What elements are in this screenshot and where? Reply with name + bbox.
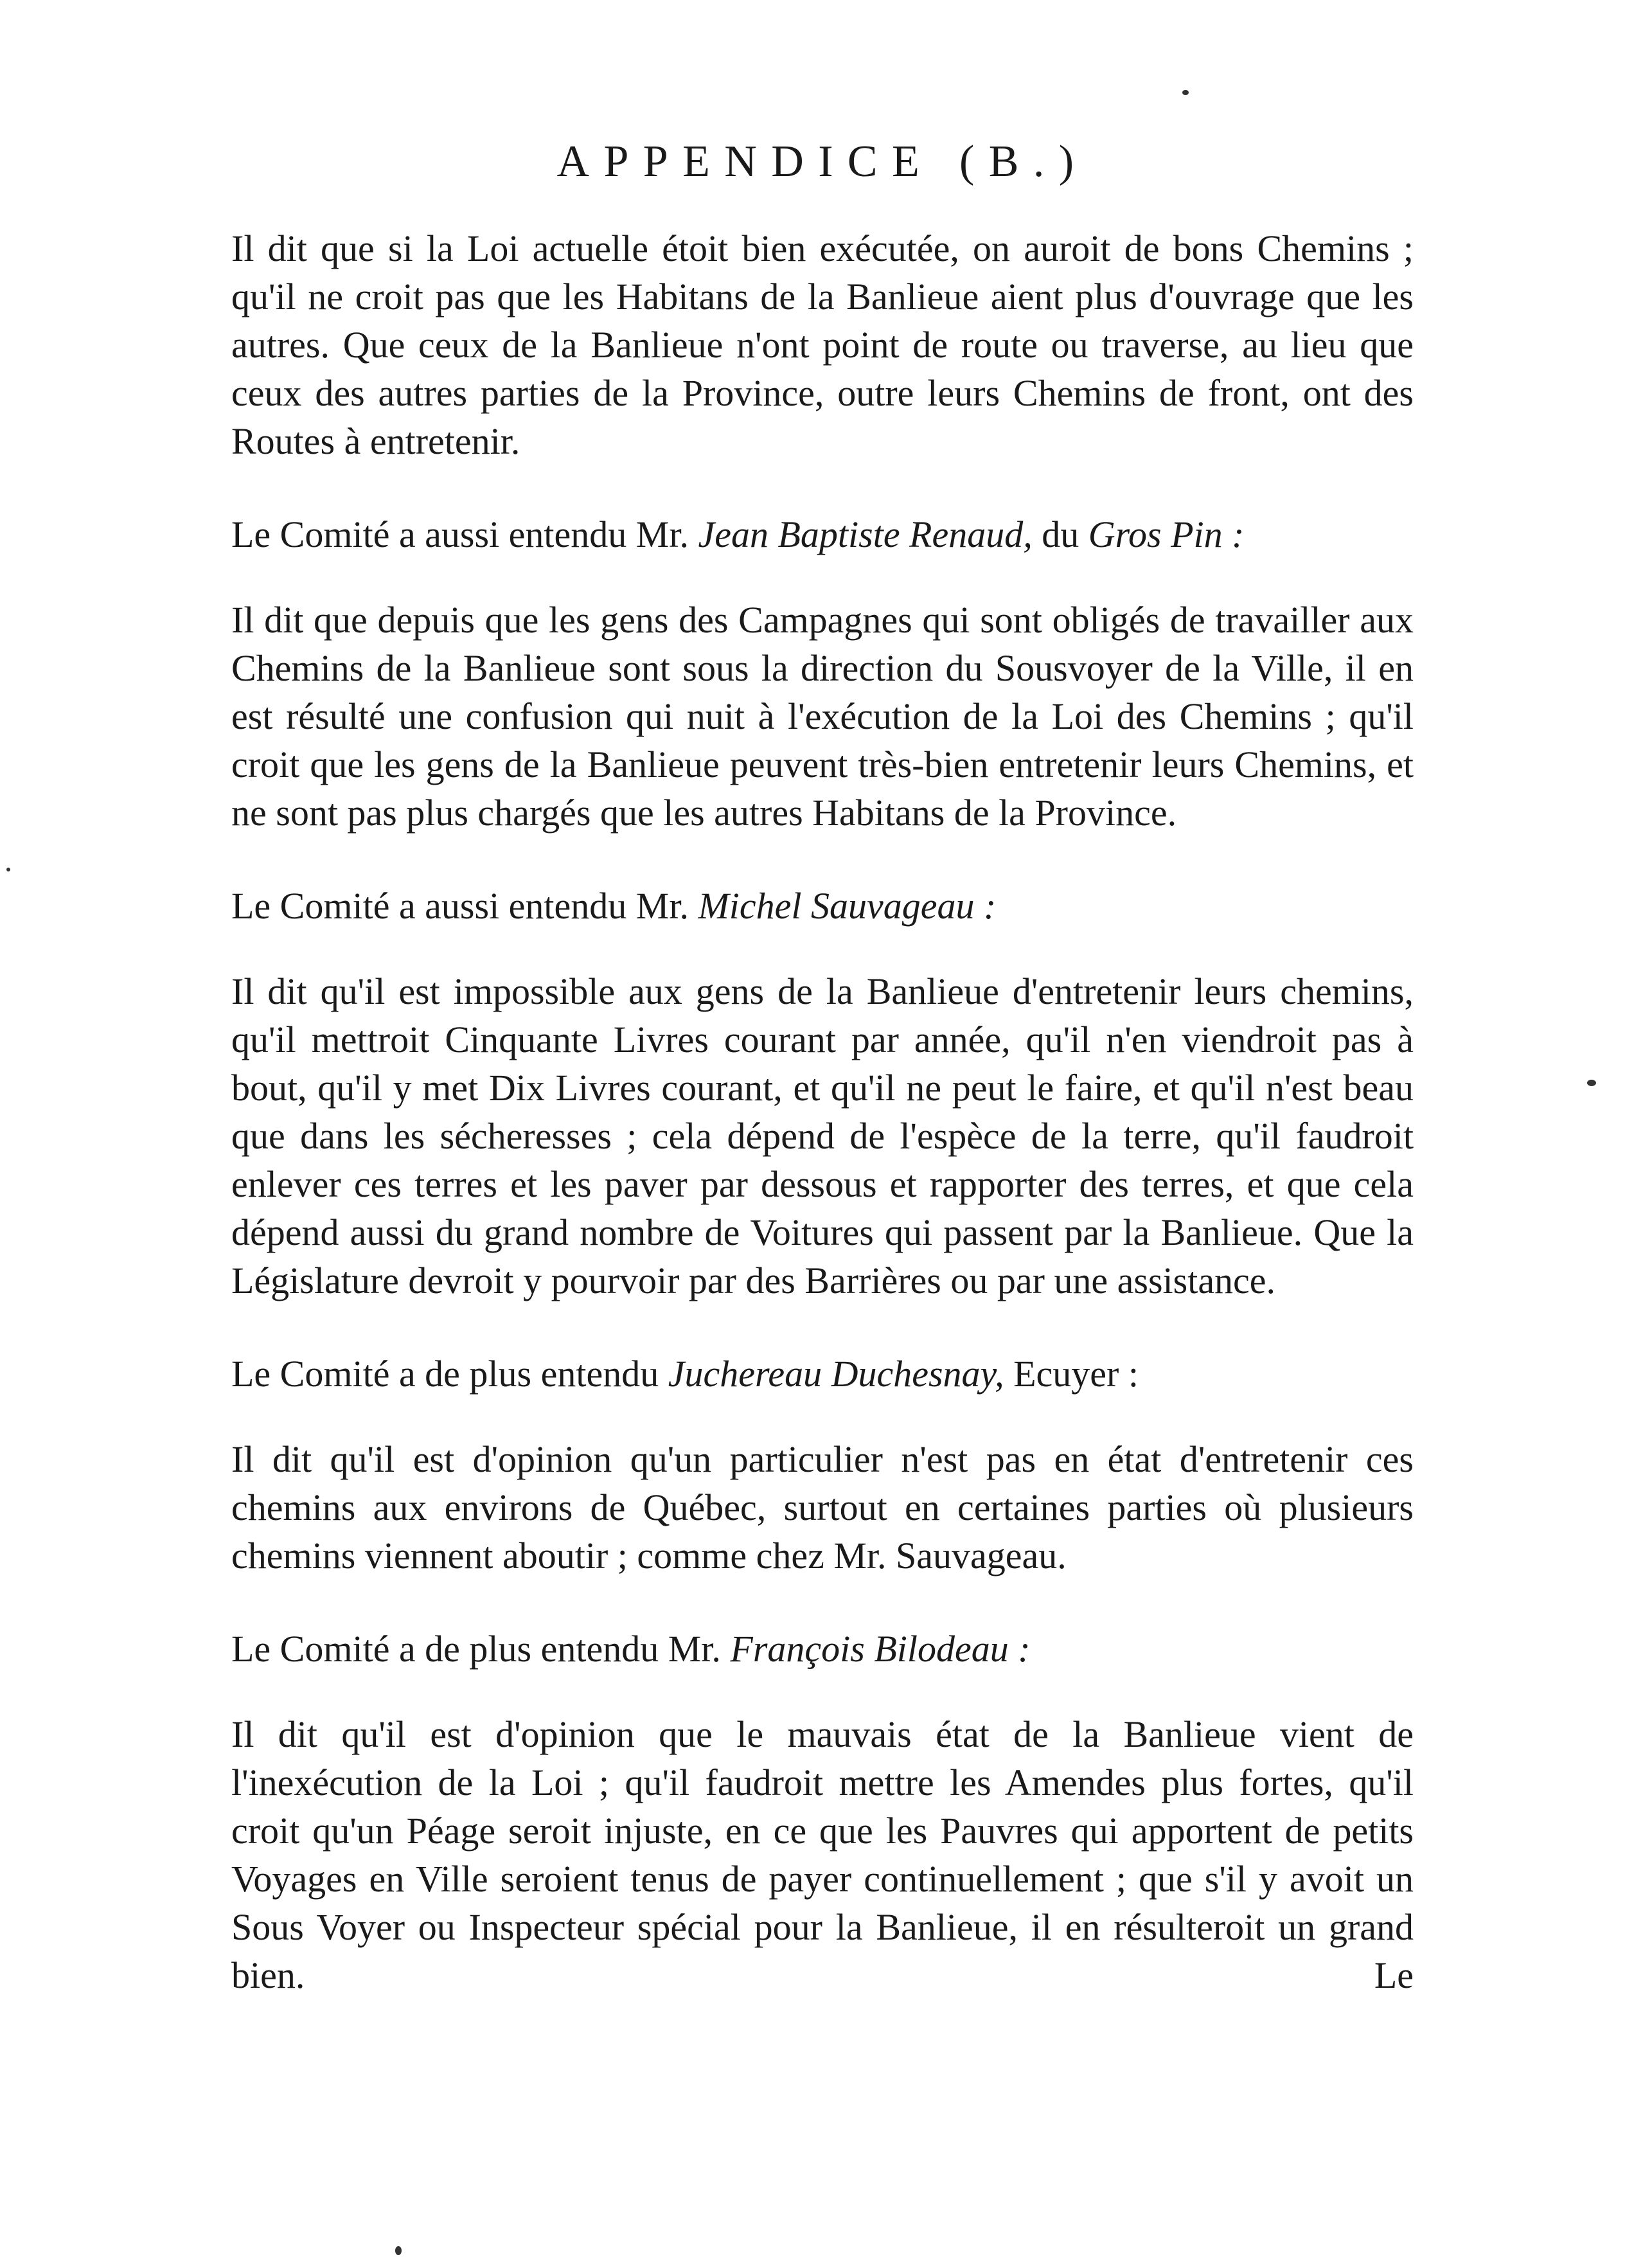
intro-prefix: Le Comité a de plus entendu bbox=[231, 1353, 659, 1395]
intro-prefix: Le Comité a de plus entendu Mr. bbox=[231, 1628, 721, 1670]
witness-name: Jean Baptiste Renaud, bbox=[698, 513, 1033, 555]
witness-name: Michel Sauvageau : bbox=[698, 885, 997, 927]
intro-sauvageau bbox=[231, 882, 1414, 930]
witness-name: François Bilodeau : bbox=[730, 1628, 1031, 1670]
intro-mid: du bbox=[1042, 513, 1079, 555]
intro-duchesnay bbox=[231, 1350, 1414, 1398]
scan-speck bbox=[1587, 1080, 1596, 1086]
intro-prefix: Le Comité a aussi entendu Mr. bbox=[231, 513, 689, 555]
testimony-2: Il dit que depuis que les gens des Campagnes qui sont obligés de travailler aux Chemins de la Banlieue sont sous la direction du Sousvoyer de la Ville, il en est résulté une confusion qui nuit à l'exécution de la Loi des Chemins ; qu'il croit que les gens de la Banlieue peuvent très-bien entretenir leurs Chemins, et ne sont pas plus chargés que les autres Habitans de la Province. bbox=[231, 599, 1414, 834]
testimony-3: Il dit qu'il est impossible aux gens de la Banlieue d'entretenir leurs chemins, qu'il mettroit Cinquante Livres courant par année, qu'il n'en viendroit pas à bout, qu'il y met Dix Livres courant, et qu'il ne peut le faire, et qu'il n'est beau que dans les sécheresses ; cela dépend de l'espèce de la terre, qu'il faudroit enlever ces terres et les paver par dessous et rapporter des terres, et que cela dépend aussi du grand nombre de Voitures qui passent par la Banlieue. Que la Législature devroit y pourvoir par des Barrières ou par une assistance. bbox=[231, 970, 1414, 1301]
scan-speck bbox=[6, 868, 10, 871]
intro-bilodeau bbox=[231, 1625, 1414, 1673]
document-page bbox=[231, 135, 1414, 1999]
testimony-4: Il dit qu'il est d'opinion qu'un particulier n'est pas en état d'entretenir ces chemins aux environs de Québec, surtout en certaines parties où plusieurs chemins viennent aboutir ; comme chez Mr. Sauvageau. bbox=[231, 1438, 1414, 1576]
intro-renaud bbox=[231, 510, 1414, 558]
place-name: Gros Pin : bbox=[1088, 513, 1245, 555]
testimony-5: Il dit qu'il est d'opinion que le mauvais état de la Banlieue vient de l'inexécution de la Loi ; qu'il faudroit mettre les Amendes plus fortes, qu'il croit qu'un Péage seroit injuste, en ce que les Pauvres qui apportent de petits Voyages en Ville seroient tenus de payer continuellement ; que s'il y avoit un Sous Voyer ou Inspecteur spécial pour la Banlieue, il en résulteroit un grand bien. bbox=[231, 1713, 1414, 1996]
intro-prefix: Le Comité a aussi entendu Mr. bbox=[231, 885, 689, 927]
intro-suffix: Ecuyer : bbox=[1013, 1353, 1139, 1395]
scan-speck bbox=[395, 2246, 402, 2255]
catchword: Le bbox=[1374, 1954, 1414, 1996]
witness-name: Juchereau Duchesnay, bbox=[668, 1353, 1004, 1395]
page-heading: APPENDICE (B.) bbox=[556, 137, 1088, 186]
testimony-1: Il dit que si la Loi actuelle étoit bien exécutée, on auroit de bons Chemins ; qu'il ne croit pas que les Habitans de la Banlieue aient plus d'ouvrage que les autres. Que ceux de la Banlieue n'ont point de route ou traverse, au lieu que ceux des autres parties de la Province, outre leurs Chemins de front, ont des Routes à entretenir. bbox=[231, 228, 1414, 462]
scan-speck bbox=[1182, 90, 1189, 95]
